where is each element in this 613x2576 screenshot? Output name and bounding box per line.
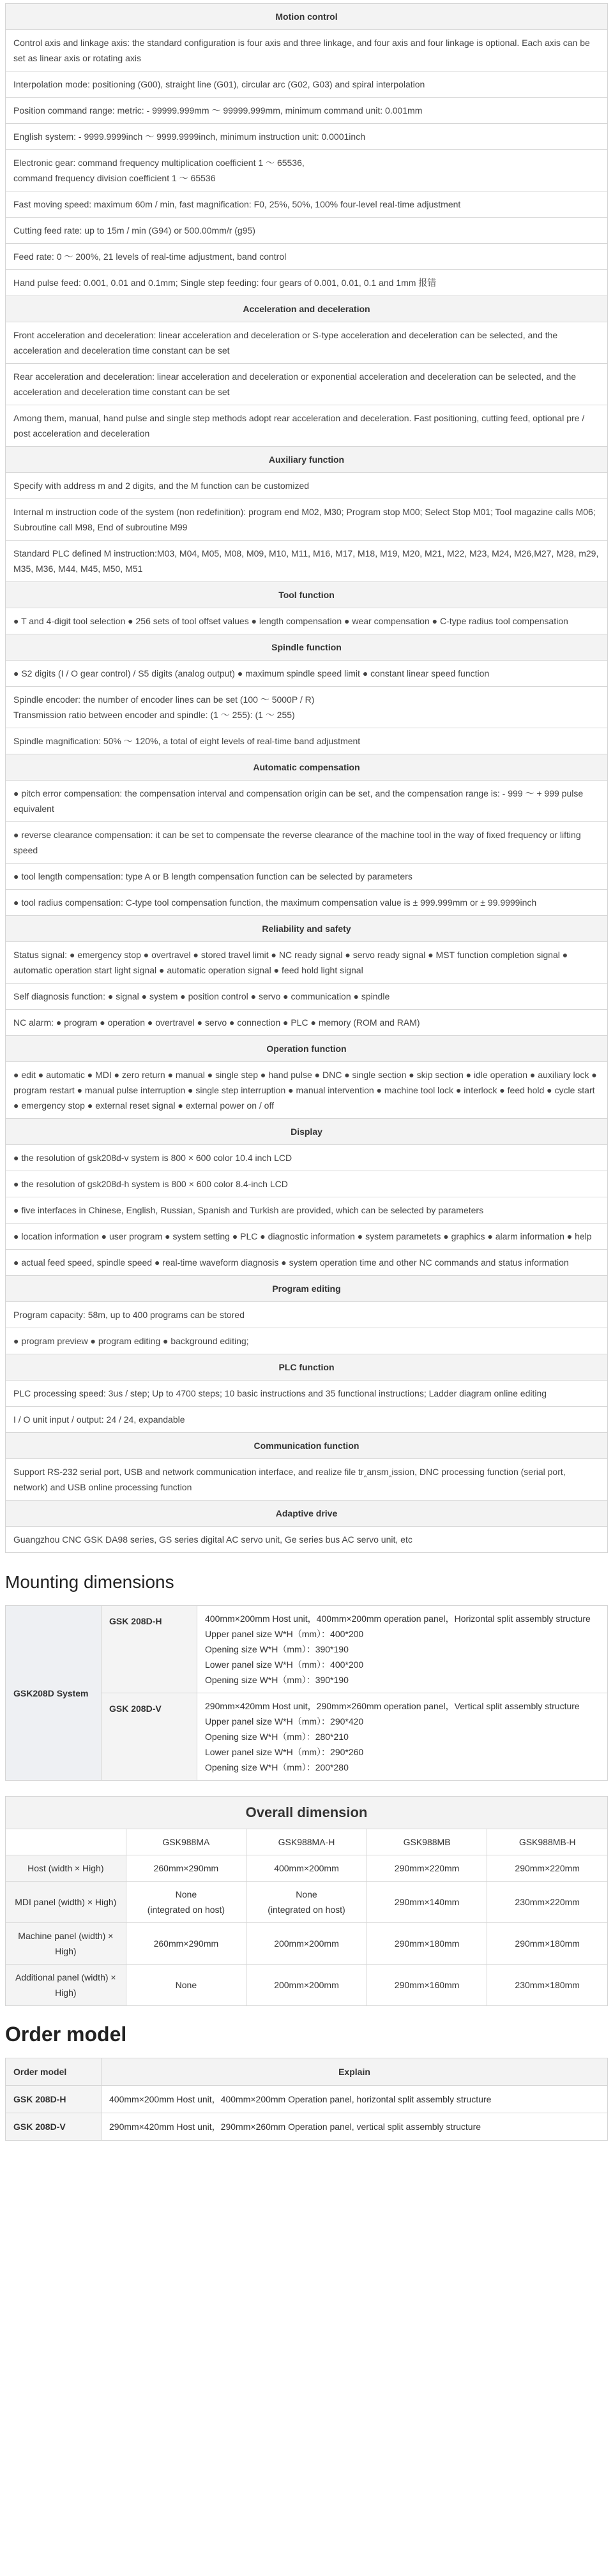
dimension-value: 260mm×290mm — [126, 1855, 246, 1882]
section-heading: Adaptive drive — [6, 1501, 608, 1527]
spec-row — [6, 687, 608, 728]
description-line: Opening size W*H（mm）：280*210 — [205, 1732, 349, 1742]
spec-row — [6, 244, 608, 270]
section-heading: Communication function — [6, 1433, 608, 1459]
spec-row — [6, 822, 608, 864]
model-name: GSK 208D-H — [102, 1606, 197, 1693]
spec-text: Front acceleration and deceleration: linear acceleration and deceleration or S-type acceleration and deceleration can be selected, and the acceleration and deceleration time constant can be set — [6, 322, 608, 364]
section-header-row — [6, 754, 608, 781]
spec-text: ● the resolution of gsk208d-v system is 800 × 600 color 10.4 inch LCD — [6, 1145, 608, 1171]
description-line: Lower panel size W*H（mm）：400*200 — [205, 1659, 364, 1670]
spec-row — [6, 322, 608, 364]
spec-text: Spindle encoder: the number of encoder lines can be set (100 ～ 5000P / R) Transmission ratio between encoder and spindle: (1 ～ 255): (1 ～ 255) — [6, 687, 608, 728]
spec-row — [6, 984, 608, 1010]
spec-text: Specify with address m and 2 digits, and the M function can be customized — [6, 473, 608, 499]
section-heading: Spindle function — [6, 634, 608, 661]
model-description — [197, 1606, 608, 1693]
overall-row — [6, 1855, 608, 1882]
spec-text: NC alarm: ● program ● operation ● overtravel ● servo ● connection ● PLC ● memory (ROM and RAM) — [6, 1010, 608, 1036]
section-heading: Operation function — [6, 1036, 608, 1062]
description-line: Upper panel size W*H（mm）：400*200 — [205, 1629, 364, 1639]
section-heading: Automatic compensation — [6, 754, 608, 781]
spec-text: Rear acceleration and deceleration: linear acceleration and deceleration or exponential acceleration and deceleration can be selected, and the acceleration and deceleration time constant can be set — [6, 364, 608, 405]
dimension-value: 400mm×200mm — [246, 1855, 367, 1882]
model-name: GSK 208D-V — [102, 1693, 197, 1781]
dimension-value: 290mm×160mm — [367, 1965, 487, 2006]
spec-text: Program capacity: 58m, up to 400 programs can be stored — [6, 1302, 608, 1328]
spec-row — [6, 1407, 608, 1433]
spec-row — [6, 781, 608, 822]
spec-text: Guangzhou CNC GSK DA98 series, GS series digital AC servo unit, Ge series bus AC servo unit, etc — [6, 1527, 608, 1553]
explain-header: Explain — [102, 2058, 608, 2086]
spec-row — [6, 191, 608, 218]
spec-text: PLC processing speed: 3us / step; Up to 4700 steps; 10 basic instructions and 35 functional instructions; Ladder diagram online editing — [6, 1381, 608, 1407]
spec-text: Electronic gear: command frequency multiplication coefficient 1 ～ 65536, command frequency division coefficient 1 ～ 65536 — [6, 150, 608, 191]
spec-text: ● pitch error compensation: the compensation interval and compensation origin can be set, and the compensation range is: - 999 ～ + 999 pulse equivalent — [6, 781, 608, 822]
spec-row — [6, 661, 608, 687]
spec-text: Internal m instruction code of the system (non redefinition): program end M02, M30; Program stop M00; Select Stop M01; Tool magazine calls M06; Subroutine call M98, End of subroutine M99 — [6, 499, 608, 541]
order-model-cell: GSK 208D-H — [6, 2086, 102, 2113]
spec-row — [6, 1527, 608, 1553]
section-heading: PLC function — [6, 1354, 608, 1381]
corner-cell — [6, 1829, 126, 1855]
order-model-heading: Order model — [5, 2023, 127, 2046]
spec-row — [6, 890, 608, 916]
order-explain-cell: 400mm×200mm Host unit，400mm×200mm Operation panel, horizontal split assembly structure — [102, 2086, 608, 2113]
system-label: GSK208D System — [6, 1606, 102, 1781]
spec-row — [6, 1250, 608, 1276]
dimension-value: 290mm×140mm — [367, 1882, 487, 1923]
spec-text: ● S2 digits (I / O gear control) / S5 digits (analog output) ● maximum spindle speed limit ● constant linear speed function — [6, 661, 608, 687]
spec-text: Fast moving speed: maximum 60m / min, fast magnification: F0, 25%, 50%, 100% four-level real-time adjustment — [6, 191, 608, 218]
spec-row — [6, 1062, 608, 1119]
spec-text: Spindle magnification: 50% ～ 120%, a total of eight levels of real-time band adjustment — [6, 728, 608, 754]
spec-text: Among them, manual, hand pulse and single step methods adopt rear acceleration and deceleration. Fast positioning, cutting feed, optional pre / post acceleration and deceleration — [6, 405, 608, 447]
section-header-row — [6, 582, 608, 608]
description-line: Opening size W*H（mm）：390*190 — [205, 1644, 349, 1654]
order-explain-cell: 290mm×420mm Host unit，290mm×260mm Operation panel, vertical split assembly structure — [102, 2113, 608, 2141]
dimension-value: 290mm×220mm — [367, 1855, 487, 1882]
spec-row — [6, 1197, 608, 1224]
specification-table-body — [6, 4, 608, 1553]
section-header-row — [6, 1276, 608, 1302]
spec-text: Hand pulse feed: 0.001, 0.01 and 0.1mm; Single step feeding: four gears of 0.001, 0.01, 0.1 and 1mm 报错 — [6, 270, 608, 296]
spec-row — [6, 405, 608, 447]
dimension-value: 290mm×180mm — [487, 1923, 608, 1965]
spec-row — [6, 1459, 608, 1501]
section-header-row — [6, 4, 608, 30]
section-header-row — [6, 1036, 608, 1062]
mounting-dimensions-table — [5, 1605, 608, 1781]
section-header-row — [6, 447, 608, 473]
overall-dimension-table — [5, 1796, 608, 2006]
spec-text: Interpolation mode: positioning (G00), straight line (G01), circular arc (G02, G03) and spiral interpolation — [6, 71, 608, 98]
spec-text: English system: - 9999.9999inch ～ 9999.9999inch, minimum instruction unit: 0.0001inch — [6, 124, 608, 150]
overall-dimension-body — [6, 1855, 608, 2006]
row-label: MDI panel (width) × High) — [6, 1882, 126, 1923]
spec-row — [6, 1145, 608, 1171]
spec-text: Position command range: metric: - 99999.999mm ～ 99999.999mm, minimum command unit: 0.001mm — [6, 98, 608, 124]
spec-row — [6, 473, 608, 499]
column-header: GSK988MB — [367, 1829, 487, 1855]
spec-row — [6, 124, 608, 150]
spec-text: ● edit ● automatic ● MDI ● zero return ● manual ● single step ● hand pulse ● DNC ● single section ● skip section ● idle operation ● auxiliary lock ● program restart ● manual pulse interruption ● single step interruption ● manual intervention ● machine tool lock ● interlock ● feed hold ● cycle start ● emergency stop ● external reset signal ● external power on / off — [6, 1062, 608, 1119]
section-heading: Reliability and safety — [6, 916, 608, 942]
column-header: GSK988MB-H — [487, 1829, 608, 1855]
spec-row — [6, 864, 608, 890]
spec-text: ● five interfaces in Chinese, English, Russian, Spanish and Turkish are provided, which can be selected by parameters — [6, 1197, 608, 1224]
order-model-body — [6, 2086, 608, 2141]
order-model-header: Order model — [6, 2058, 102, 2086]
section-header-row — [6, 1501, 608, 1527]
mounting-row-h — [6, 1606, 608, 1693]
section-heading: Display — [6, 1119, 608, 1145]
column-header: GSK988MA-H — [246, 1829, 367, 1855]
overall-header-row — [6, 1829, 608, 1855]
overall-dimension-heading: Overall dimension — [6, 1797, 608, 1829]
spec-row — [6, 1171, 608, 1197]
spec-row — [6, 364, 608, 405]
spec-row — [6, 728, 608, 754]
row-label: Host (width × High) — [6, 1855, 126, 1882]
section-header-row — [6, 916, 608, 942]
spec-row — [6, 150, 608, 191]
dimension-value: 290mm×180mm — [367, 1923, 487, 1965]
spec-text: ● actual feed speed, spindle speed ● real-time waveform diagnosis ● system operation time and other NC commands and status information — [6, 1250, 608, 1276]
spec-text: Self diagnosis function: ● signal ● system ● position control ● servo ● communication ● spindle — [6, 984, 608, 1010]
spec-row — [6, 608, 608, 634]
section-heading: Tool function — [6, 582, 608, 608]
spec-row — [6, 218, 608, 244]
spec-text: ● T and 4-digit tool selection ● 256 sets of tool offset values ● length compensation ● wear compensation ● C-type radius tool compensation — [6, 608, 608, 634]
spec-text: ● program preview ● program editing ● background editing; — [6, 1328, 608, 1354]
section-header-row — [6, 1433, 608, 1459]
dimension-value: 290mm×220mm — [487, 1855, 608, 1882]
spec-row — [6, 1381, 608, 1407]
spec-row — [6, 1224, 608, 1250]
section-header-row — [6, 1119, 608, 1145]
spec-text: ● reverse clearance compensation: it can be set to compensate the reverse clearance of the machine tool in the way of fixed frequency or lifting speed — [6, 822, 608, 864]
spec-text: Standard PLC defined M instruction:M03, M04, M05, M08, M09, M10, M11, M16, M17, M18, M19, M20, M21, M22, M23, M24, M26,M27, M28, m29, M35, M36, M44, M45, M50, M51 — [6, 541, 608, 582]
order-model-table — [5, 2058, 608, 2141]
order-row — [6, 2086, 608, 2113]
dimension-value: None (integrated on host) — [126, 1882, 246, 1923]
spec-text: Control axis and linkage axis: the standard configuration is four axis and three linkage, and four axis and four linkage is optional. Each axis can be set as linear axis or rotating axis — [6, 30, 608, 71]
dimension-value: 200mm×200mm — [246, 1923, 367, 1965]
overall-row — [6, 1965, 608, 2006]
section-heading: Motion control — [6, 4, 608, 30]
description-line: 400mm×200mm Host unit，400mm×200mm operation panel，Horizontal split assembly structure — [205, 1614, 591, 1624]
description-line: Lower panel size W*H（mm）：290*260 — [205, 1747, 364, 1757]
spec-row — [6, 942, 608, 984]
spec-text: ● tool radius compensation: C-type tool compensation function, the maximum compensation value is ± 999.999mm or ± 99.9999inch — [6, 890, 608, 916]
row-label: Additional panel (width) × High) — [6, 1965, 126, 2006]
order-model-cell: GSK 208D-V — [6, 2113, 102, 2141]
model-description — [197, 1693, 608, 1781]
overall-row — [6, 1923, 608, 1965]
description-line: 290mm×420mm Host unit，290mm×260mm operation panel，Vertical split assembly structure — [205, 1701, 580, 1711]
section-heading: Acceleration and deceleration — [6, 296, 608, 322]
dimension-value: 230mm×220mm — [487, 1882, 608, 1923]
overall-row — [6, 1882, 608, 1923]
spec-text: I / O unit input / output: 24 / 24, expandable — [6, 1407, 608, 1433]
dimension-value: 260mm×290mm — [126, 1923, 246, 1965]
row-label: Machine panel (width) × High) — [6, 1923, 126, 1965]
spec-text: Support RS-232 serial port, USB and network communication interface, and realize file tr‸ansm‸ission, DNC processing function (serial port, network) and USB online processing function — [6, 1459, 608, 1501]
spec-text: ● tool length compensation: type A or B length compensation function can be selected by parameters — [6, 864, 608, 890]
spec-text: ● location information ● user program ● system setting ● PLC ● diagnostic information ● system parametets ● graphics ● alarm information ● help — [6, 1224, 608, 1250]
spec-row — [6, 98, 608, 124]
spec-row — [6, 541, 608, 582]
section-header-row — [6, 296, 608, 322]
dimension-value: None — [126, 1965, 246, 2006]
spec-text: Status signal: ● emergency stop ● overtravel ● stored travel limit ● NC ready signal ● servo ready signal ● MST function completion signal ● automatic operation start light signal ● automatic operation signal ● feed hold light signal — [6, 942, 608, 984]
description-line: Opening size W*H（mm）：390*190 — [205, 1675, 349, 1685]
section-heading: Program editing — [6, 1276, 608, 1302]
description-line: Upper panel size W*H（mm）：290*420 — [205, 1716, 364, 1726]
spec-row — [6, 270, 608, 296]
order-header-row — [6, 2058, 608, 2086]
spec-row — [6, 499, 608, 541]
spec-row — [6, 30, 608, 71]
section-header-row — [6, 1354, 608, 1381]
spec-text: Cutting feed rate: up to 15m / min (G94) or 500.00mm/r (g95) — [6, 218, 608, 244]
spec-text: ● the resolution of gsk208d-h system is 800 × 600 color 8.4-inch LCD — [6, 1171, 608, 1197]
spec-row — [6, 1328, 608, 1354]
dimension-value: 230mm×180mm — [487, 1965, 608, 2006]
section-header-row — [6, 634, 608, 661]
spec-row — [6, 71, 608, 98]
description-line: Opening size W*H（mm）：200*280 — [205, 1762, 349, 1772]
column-header: GSK988MA — [126, 1829, 246, 1855]
spec-text: Feed rate: 0 ～ 200%, 21 levels of real-time adjustment, band control — [6, 244, 608, 270]
spec-row — [6, 1302, 608, 1328]
mounting-dimensions-heading: Mounting dimensions — [5, 1572, 174, 1592]
specification-table — [5, 3, 608, 1553]
section-heading: Auxiliary function — [6, 447, 608, 473]
order-row — [6, 2113, 608, 2141]
dimension-value: 200mm×200mm — [246, 1965, 367, 2006]
dimension-value: None (integrated on host) — [246, 1882, 367, 1923]
spec-row — [6, 1010, 608, 1036]
